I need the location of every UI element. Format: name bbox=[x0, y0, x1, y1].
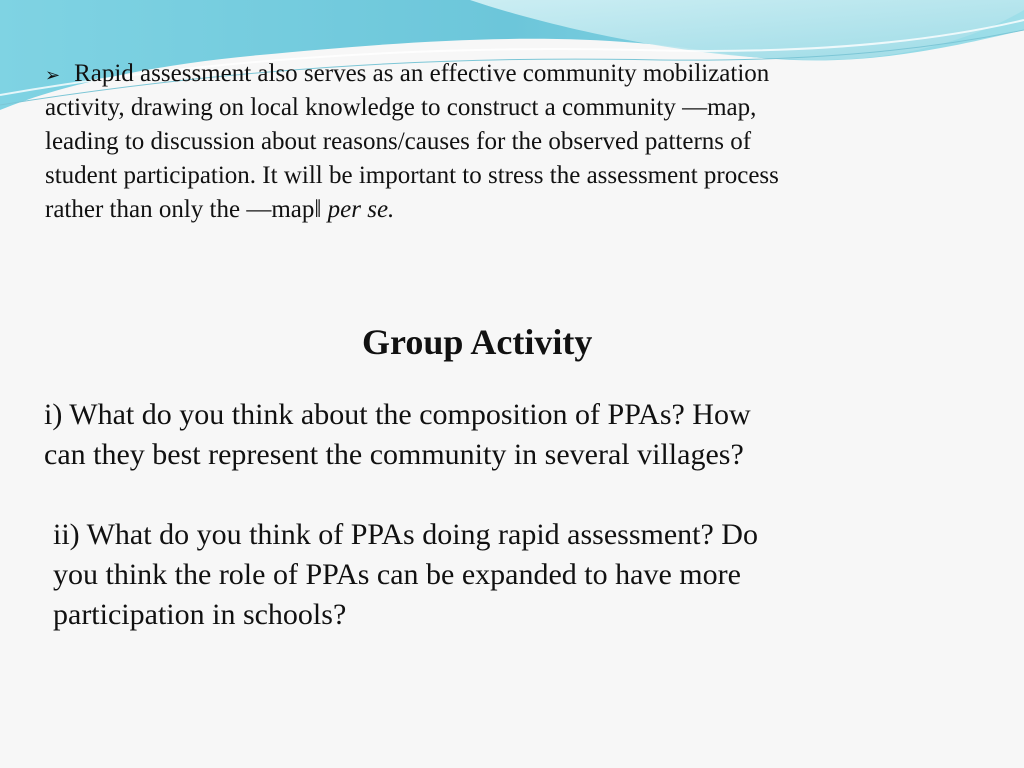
question-2-line-2: you think the role of PPAs can be expanded to have more bbox=[53, 558, 741, 591]
slide-heading: Group Activity bbox=[362, 322, 593, 362]
question-2-line-1: ii) What do you think of PPAs doing rapid assessment? Do bbox=[53, 518, 758, 551]
paragraph-line-3: leading to discussion about reasons/causes for the observed patterns of bbox=[45, 128, 752, 155]
paragraph-text: rather than only the —map‖ bbox=[45, 196, 322, 223]
paragraph-line-2: activity, drawing on local knowledge to construct a community —map, bbox=[45, 94, 757, 121]
question-1-line-2: can they best represent the community in several villages? bbox=[44, 438, 744, 471]
paragraph-line-1 bbox=[45, 60, 769, 88]
italic-text: per se. bbox=[327, 196, 395, 223]
arrowhead-bullet-icon: ➢ bbox=[45, 65, 61, 86]
paragraph-text: Rapid assessment also serves as an effective community mobilization bbox=[74, 60, 770, 87]
paragraph-line-4: student participation. It will be important to stress the assessment process bbox=[45, 162, 779, 189]
question-1-line-1: i) What do you think about the composition of PPAs? How bbox=[44, 398, 751, 431]
question-2-line-3: participation in schools? bbox=[53, 598, 347, 631]
paragraph-line-5 bbox=[45, 196, 394, 224]
